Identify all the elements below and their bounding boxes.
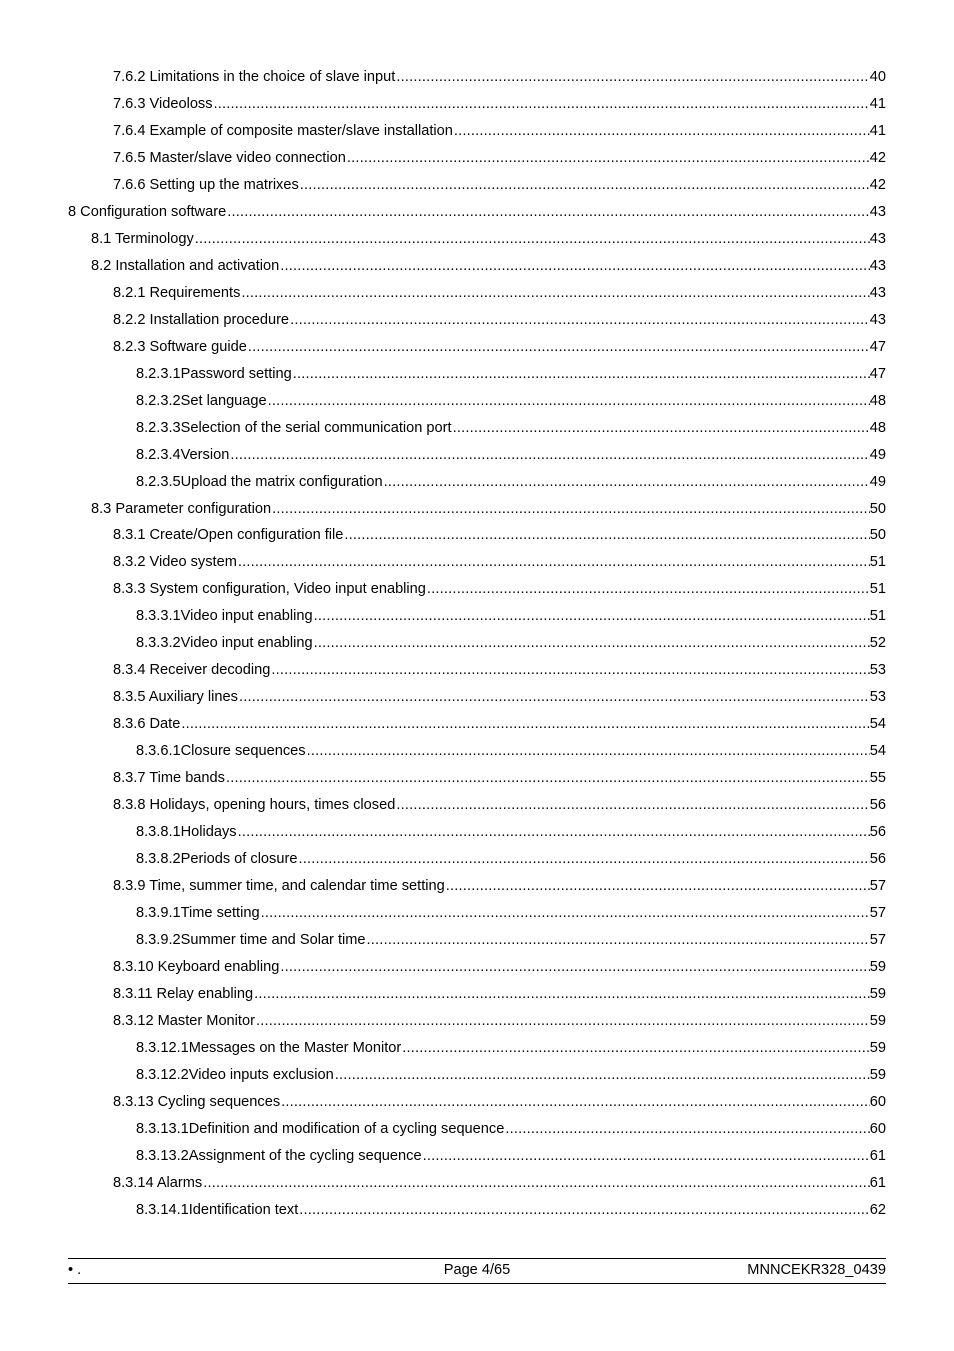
toc-entry-title: 8.3.6 Date: [113, 716, 181, 733]
toc-entry-title: 8 Configuration software: [68, 203, 227, 220]
toc-dot-leader: [238, 553, 870, 571]
toc-dot-leader: [298, 850, 869, 868]
toc-entry-title: 8.3.12 Master Monitor: [113, 1012, 255, 1029]
toc-entry[interactable]: [136, 632, 886, 652]
toc-entry-page: 61: [869, 1174, 886, 1191]
toc-entry[interactable]: [136, 1199, 886, 1219]
toc-entry-page: 50: [869, 527, 886, 544]
toc-entry-page: 56: [869, 824, 886, 841]
toc-entry-page: 53: [869, 689, 886, 706]
toc-entry-page: 56: [869, 851, 886, 868]
toc-entry-page: 62: [869, 1201, 886, 1218]
toc-entry-page: 41: [869, 122, 886, 139]
toc-entry-title: 8.2.3.4Version: [136, 446, 230, 463]
toc-entry-title: 8.3.3 System configuration, Video input enabling: [113, 581, 426, 598]
toc-entry[interactable]: [136, 417, 886, 437]
toc-entry[interactable]: [113, 1091, 886, 1111]
toc-dot-leader: [446, 877, 870, 895]
toc-entry-page: 55: [869, 770, 886, 787]
toc-entry-page: 48: [869, 419, 886, 436]
toc-entry-title: 8.3.14.1Identification text: [136, 1201, 299, 1218]
toc-entry[interactable]: [136, 1118, 886, 1138]
toc-entry-page: 42: [869, 176, 886, 193]
toc-dot-leader: [280, 958, 869, 976]
toc-dot-leader: [402, 1039, 870, 1057]
toc-entry-title: 8.3.11 Relay enabling: [113, 985, 254, 1002]
toc-dot-leader: [230, 446, 869, 464]
toc-entry[interactable]: [113, 956, 886, 976]
toc-entry-title: 8.3.10 Keyboard enabling: [113, 959, 280, 975]
toc-dot-leader: [454, 122, 870, 140]
toc-dot-leader: [271, 661, 869, 679]
toc-entry-title: 8.2.3.5Upload the matrix configuration: [136, 473, 383, 490]
toc-entry-title: 8.3.12.1Messages on the Master Monitor: [136, 1039, 402, 1056]
toc-entry[interactable]: [113, 120, 886, 140]
toc-entry-page: 57: [869, 905, 886, 922]
toc-entry[interactable]: [136, 902, 886, 922]
toc-entry[interactable]: [91, 228, 886, 248]
toc-entry-page: 40: [869, 69, 886, 85]
footer-left: • .: [68, 1262, 82, 1278]
toc-entry[interactable]: [113, 282, 886, 302]
toc-entry[interactable]: [136, 1145, 886, 1165]
toc-entry-title: 8.3.7 Time bands: [113, 770, 225, 787]
toc-entry[interactable]: [113, 93, 886, 113]
toc-entry-title: 8.1 Terminology: [91, 230, 194, 247]
toc-dot-leader: [248, 338, 870, 356]
toc-entry-page: 48: [869, 392, 886, 409]
toc-entry[interactable]: [113, 66, 886, 86]
footer-document-code: MNNCEKR328_0439: [747, 1262, 886, 1278]
toc-dot-leader: [256, 1012, 870, 1030]
toc-entry-page: 60: [869, 1120, 886, 1137]
toc-dot-leader: [367, 931, 870, 949]
toc-dot-leader: [281, 1093, 870, 1111]
toc-entry[interactable]: [136, 605, 886, 625]
toc-entry-page: 56: [869, 797, 886, 814]
toc-entry-page: 43: [869, 284, 886, 301]
toc-entry-page: 43: [869, 203, 886, 220]
toc-entry[interactable]: [113, 147, 886, 167]
toc-entry-title: 8.2.2 Installation procedure: [113, 311, 290, 328]
toc-entry-title: 8.2.1 Requirements: [113, 284, 241, 301]
toc-dot-leader: [238, 823, 870, 841]
toc-dot-leader: [335, 1066, 870, 1084]
toc-dot-leader: [427, 580, 870, 598]
toc-entry-title: 8.3.6.1Closure sequences: [136, 743, 306, 760]
toc-dot-leader: [226, 769, 870, 787]
toc-entry-title: 8.2 Installation and activation: [91, 257, 280, 274]
toc-entry-page: 51: [869, 554, 886, 571]
toc-entry-page: 52: [869, 635, 886, 652]
toc-entry-page: 59: [869, 959, 886, 975]
toc-entry[interactable]: [113, 336, 886, 356]
toc-entry-title: 8.3.8.2Periods of closure: [136, 851, 298, 868]
toc-entry-title: 8.3.9.1Time setting: [136, 905, 260, 922]
toc-entry-page: 43: [869, 257, 886, 274]
toc-dot-leader: [272, 500, 870, 518]
toc-dot-leader: [505, 1120, 869, 1138]
toc-entry-title: 8.3.8.1Holidays: [136, 824, 237, 841]
toc-entry-page: 47: [869, 338, 886, 355]
toc-entry[interactable]: [113, 1010, 886, 1030]
toc-entry[interactable]: [136, 740, 886, 760]
toc-dot-leader: [347, 149, 870, 167]
toc-entry-page: 59: [869, 1066, 886, 1083]
toc-entry[interactable]: [113, 659, 886, 679]
toc-dot-leader: [307, 742, 870, 760]
toc-dot-leader: [299, 1201, 870, 1219]
toc-entry[interactable]: [113, 1172, 886, 1192]
toc-entry-page: 41: [869, 95, 886, 112]
toc-dot-leader: [241, 284, 869, 302]
toc-dot-leader: [195, 230, 870, 248]
toc-entry-page: 49: [869, 473, 886, 490]
toc-entry[interactable]: [113, 767, 886, 787]
toc-entry-page: 59: [869, 1012, 886, 1029]
toc-entry-page: 43: [869, 311, 886, 328]
toc-dot-leader: [203, 1174, 870, 1192]
footer-page-number: Page 4/65: [443, 1262, 511, 1278]
toc-entry-page: 51: [869, 608, 886, 625]
toc-dot-leader: [314, 607, 870, 625]
toc-entry-title: 8.3.9.2Summer time and Solar time: [136, 932, 366, 949]
toc-entry[interactable]: [136, 1064, 886, 1084]
toc-entry-title: 7.6.4 Example of composite master/slave installation: [113, 122, 453, 139]
toc-dot-leader: [268, 392, 870, 410]
toc-entry[interactable]: [68, 201, 886, 221]
toc-entry-page: 51: [869, 581, 886, 598]
toc-entry-title: 8.3.1 Create/Open configuration file: [113, 527, 344, 544]
toc-entry-page: 47: [869, 365, 886, 382]
toc-entry-page: 54: [869, 743, 886, 760]
toc-entry[interactable]: [113, 794, 886, 814]
page-footer: [68, 1258, 886, 1284]
toc-entry[interactable]: [113, 875, 886, 895]
toc-entry-title: 8.2.3.2Set language: [136, 392, 267, 409]
toc-dot-leader: [300, 176, 870, 194]
toc-entry[interactable]: [136, 363, 886, 383]
toc-entry-title: 8.3 Parameter configuration: [91, 500, 272, 517]
toc-entry[interactable]: [91, 255, 886, 275]
toc-entry-title: 7.6.2 Limitations in the choice of slave input: [113, 69, 396, 85]
toc-entry-page: 43: [869, 230, 886, 247]
toc-dot-leader: [239, 688, 870, 706]
toc-entry-title: 8.3.13.2Assignment of the cycling sequence: [136, 1147, 422, 1164]
toc-entry-page: 50: [869, 500, 886, 517]
toc-dot-leader: [396, 68, 869, 86]
toc-entry-title: 8.2.3.3Selection of the serial communication port: [136, 419, 452, 436]
toc-dot-leader: [423, 1147, 870, 1165]
toc-entry-title: 7.6.6 Setting up the matrixes: [113, 176, 299, 193]
toc-entry-title: 8.3.13 Cycling sequences: [113, 1093, 281, 1110]
toc-dot-leader: [261, 904, 870, 922]
toc-entry-page: 61: [869, 1147, 886, 1164]
toc-entry-title: 8.3.3.1Video input enabling: [136, 608, 313, 625]
toc-entry[interactable]: [113, 551, 886, 571]
toc-entry[interactable]: [113, 578, 886, 598]
toc-dot-leader: [290, 311, 870, 329]
toc-dot-leader: [453, 419, 870, 437]
toc-entry[interactable]: [136, 929, 886, 949]
toc-entry[interactable]: [136, 444, 886, 464]
toc-entry[interactable]: [113, 983, 886, 1003]
toc-entry[interactable]: [113, 686, 886, 706]
toc-dot-leader: [254, 985, 870, 1003]
toc-entry-page: 54: [869, 716, 886, 733]
toc-entry[interactable]: [136, 1037, 886, 1057]
toc-entry[interactable]: [136, 821, 886, 841]
toc-entry-title: 7.6.5 Master/slave video connection: [113, 149, 346, 166]
toc-entry-page: 57: [869, 932, 886, 949]
toc-entry-title: 7.6.3 Videoloss: [113, 95, 213, 112]
toc-entry-title: 8.3.13.1Definition and modification of a cycling sequence: [136, 1120, 505, 1137]
toc-dot-leader: [181, 715, 869, 733]
toc-dot-leader: [344, 526, 869, 544]
toc-entry-page: 53: [869, 662, 886, 679]
toc-entry[interactable]: [136, 848, 886, 868]
toc-entry[interactable]: [136, 471, 886, 491]
toc-entry-page: 57: [869, 878, 886, 895]
toc-entry-title: 8.3.2 Video system: [113, 554, 237, 571]
toc-entry-page: 60: [869, 1093, 886, 1110]
toc-dot-leader: [314, 634, 870, 652]
toc-entry-page: 49: [869, 446, 886, 463]
toc-entry[interactable]: [113, 524, 886, 544]
toc-dot-leader: [280, 257, 870, 275]
toc-dot-leader: [384, 473, 870, 491]
toc-dot-leader: [214, 95, 870, 113]
toc-entry-title: 8.3.14 Alarms: [113, 1174, 203, 1191]
toc-entry-page: 42: [869, 149, 886, 166]
toc-entry-title: 8.3.3.2Video input enabling: [136, 635, 313, 652]
toc-entry-title: 8.3.12.2Video inputs exclusion: [136, 1066, 334, 1083]
toc-entry-title: 8.2.3.1Password setting: [136, 365, 292, 382]
toc-dot-leader: [293, 365, 870, 383]
toc-entry-title: 8.3.5 Auxiliary lines: [113, 689, 238, 706]
toc-entry-title: 8.3.8 Holidays, opening hours, times closed: [113, 797, 396, 814]
toc-entry-title: 8.3.4 Receiver decoding: [113, 662, 271, 679]
toc-dot-leader: [396, 796, 869, 814]
toc-dot-leader: [227, 203, 870, 221]
toc-entry-title: 8.3.9 Time, summer time, and calendar time setting: [113, 878, 445, 895]
toc-entry[interactable]: [136, 390, 886, 410]
toc-entry[interactable]: [113, 174, 886, 194]
toc-entry-title: 8.2.3 Software guide: [113, 338, 247, 355]
toc-entry-page: 59: [869, 1039, 886, 1056]
toc-entry[interactable]: [113, 713, 886, 733]
toc-entry[interactable]: [91, 498, 886, 518]
toc-entry-page: 59: [869, 985, 886, 1002]
toc-entry[interactable]: [113, 309, 886, 329]
